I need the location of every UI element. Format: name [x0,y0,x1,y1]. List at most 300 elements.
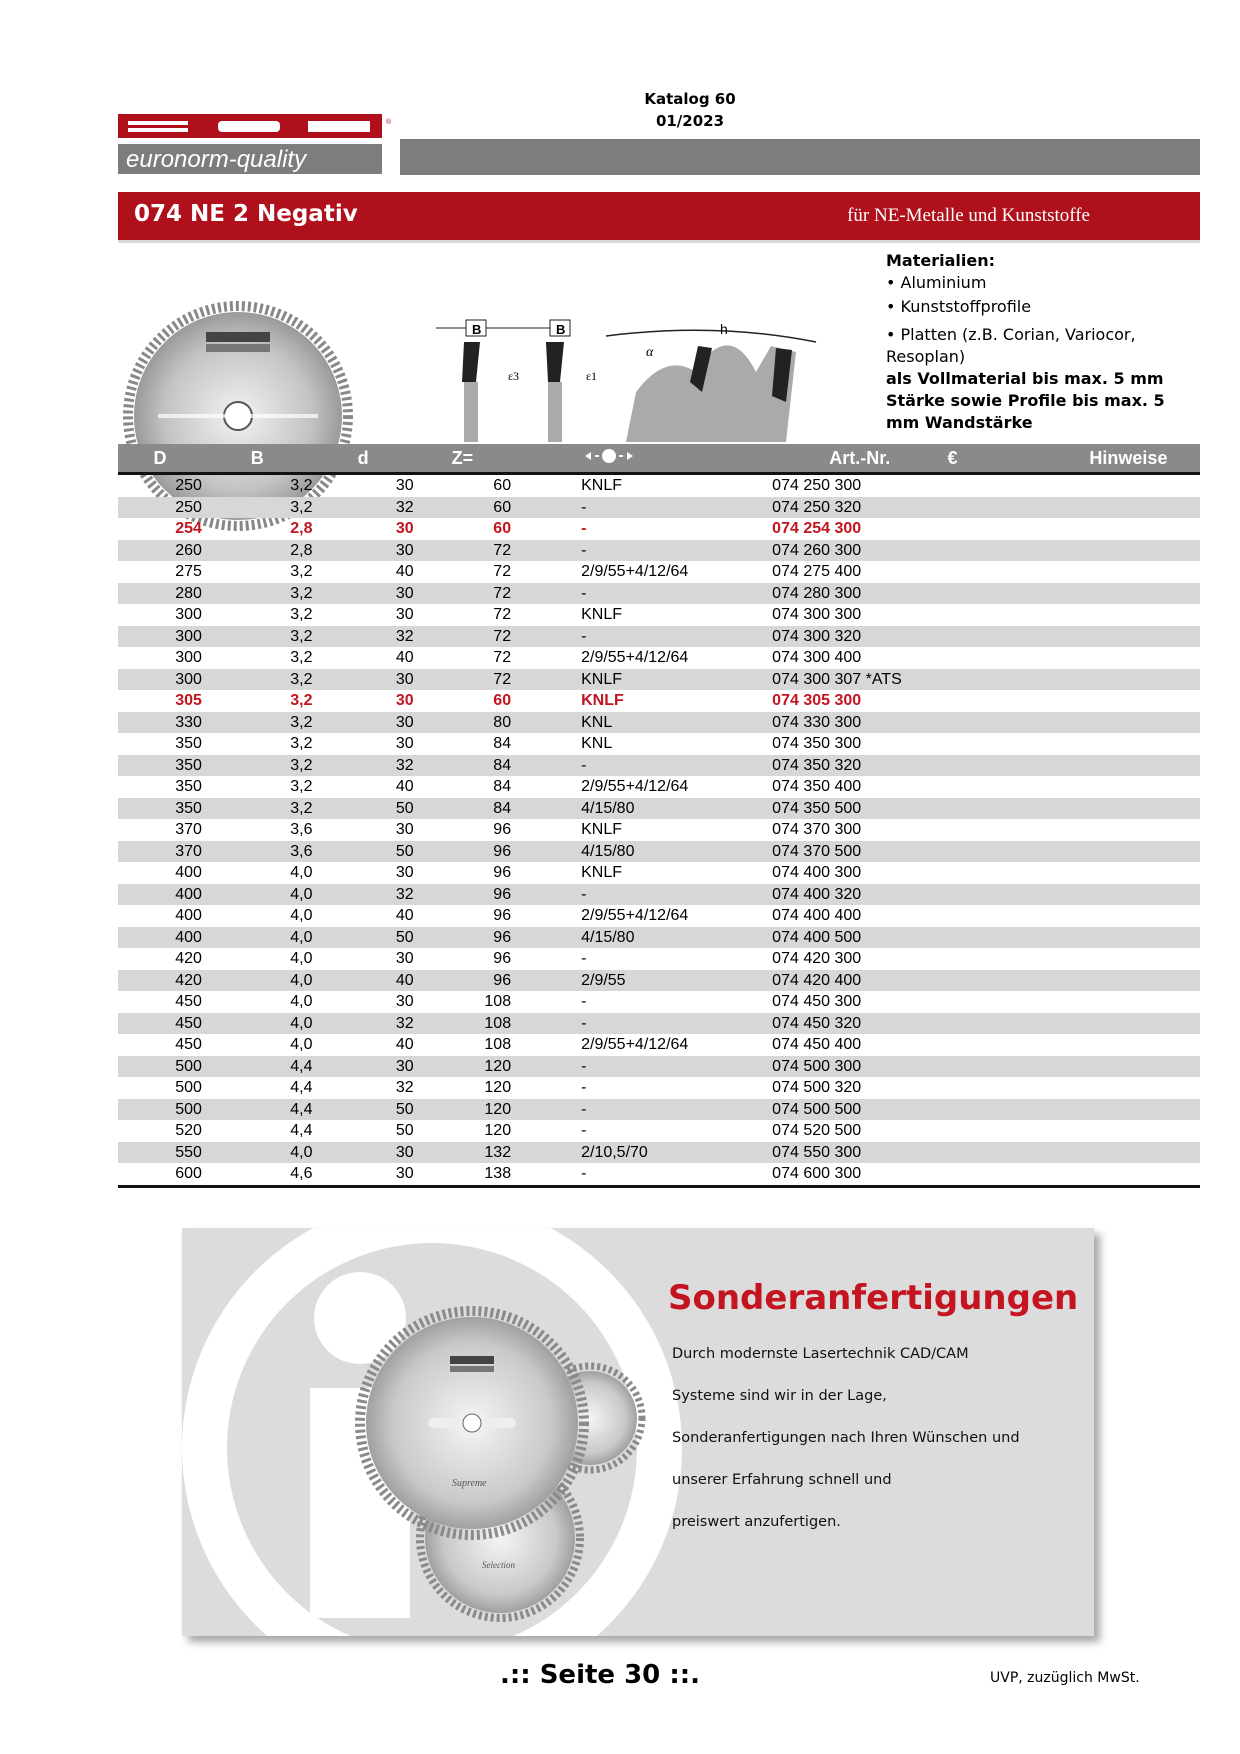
cell-notes [1057,1120,1200,1142]
cell-diameter: 450 [118,1013,202,1035]
cell-art-nr: 074 400 320 [772,884,947,906]
table-row [118,474,1200,497]
cell-teeth: 96 [414,841,511,863]
cell-teeth: 96 [414,927,511,949]
cell-art-nr: 074 350 300 [772,735,862,753]
cell-notes [1057,905,1200,927]
cell-price [947,540,1056,562]
cell-width: 4,0 [202,884,313,906]
cell-art-nr: 074 305 300 [772,692,862,710]
cell-diameter: 305 [175,692,202,710]
table-row [118,905,1200,927]
cell-pinhole: 2/9/55 [511,970,772,992]
cell-bore: 40 [313,970,414,992]
blade-label-selection: Selection [482,1560,515,1570]
cell-pinhole: - [511,1163,772,1186]
cell-pinhole: KNLF [511,669,772,691]
table-row [118,1120,1200,1142]
catalog-date: 01/2023 [655,112,725,130]
cell-price [947,991,1056,1013]
table-row [118,1099,1200,1121]
cell-notes [1057,798,1200,820]
cell-art-nr: 074 370 500 [772,841,947,863]
cell-notes [1057,1142,1200,1164]
table-row [118,798,1200,820]
cell-width: 2,8 [290,520,313,538]
table-row [118,712,1200,734]
table-row [118,583,1200,605]
table-row [118,540,1200,562]
cell-art-nr: 074 370 300 [772,821,862,839]
cell-art-nr: 074 450 320 [772,1013,947,1035]
svg-text:®: ® [386,119,392,126]
cell-notes [1057,540,1200,562]
cell-bore: 32 [313,884,414,906]
cell-teeth: 96 [493,950,512,968]
cell-pinhole: - [511,540,772,562]
cell-width: 3,2 [290,778,313,796]
product-subtitle: für NE-Metalle und Kunststoffe [847,205,1090,226]
cell-pinhole: KNLF [581,692,624,710]
cell-notes [1057,733,1200,755]
cell-bore: 30 [313,1142,414,1164]
cell-price [947,755,1056,777]
cell-notes [1057,690,1200,712]
cell-pinhole: 4/15/80 [511,927,772,949]
cell-diameter: 550 [118,1142,202,1164]
cell-diameter: 300 [118,626,202,648]
table-row [118,1034,1200,1056]
cell-diameter: 400 [118,884,202,906]
label-h: h [720,321,728,337]
cell-pinhole: - [511,1056,772,1078]
cell-diameter: 370 [118,841,202,863]
cell-pinhole: - [581,1122,587,1140]
cell-notes [1057,474,1200,497]
table-row [118,1013,1200,1035]
cell-teeth: 60 [414,497,511,519]
cell-notes [1057,626,1200,648]
cell-teeth: 84 [414,755,511,777]
cell-pinhole: - [581,520,587,538]
cell-width: 3,6 [290,821,313,839]
cell-width: 4,4 [202,1099,313,1121]
cell-width: 3,2 [202,583,313,605]
cell-art-nr: 074 300 300 [772,606,862,624]
table-row [118,862,1200,884]
cell-pinhole: KNLF [581,606,622,624]
cell-teeth: 96 [414,970,511,992]
cell-teeth: 60 [493,477,512,495]
cell-art-nr: 074 300 400 [772,649,862,667]
info-title: Sonderanfertigungen [668,1278,1079,1318]
table-row [118,841,1200,863]
cell-teeth: 96 [493,821,512,839]
cell-notes [1057,1163,1200,1186]
cell-art-nr: 074 500 320 [772,1079,862,1097]
col-header-notes: Hinweise [1057,444,1200,474]
cell-bore: 40 [395,907,414,925]
cell-teeth: 60 [493,692,512,710]
cell-pinhole: - [511,583,772,605]
table-row [118,626,1200,648]
materials-note: als Vollmaterial bis max. 5 mm Stärke sowie Profile bis max. 5 mm Wandstärke [886,369,1165,432]
table-row [118,776,1200,798]
cell-pinhole: KNL [581,735,613,753]
cell-price [947,1013,1056,1035]
cell-art-nr: 074 400 300 [772,864,862,882]
cell-price [947,1142,1056,1164]
cell-teeth: 120 [414,1056,511,1078]
cell-teeth: 96 [493,864,512,882]
cell-diameter: 350 [175,778,202,796]
cell-teeth: 72 [414,669,511,691]
cell-bore: 30 [395,821,414,839]
product-title: 074 NE 2 Negativ [134,201,358,227]
cell-width: 4,0 [290,950,313,968]
cell-width: 3,2 [202,798,313,820]
title-band [118,192,1200,243]
cell-bore: 40 [395,778,414,796]
cell-teeth: 60 [493,520,512,538]
cell-notes [1057,1077,1200,1099]
table-row [118,669,1200,691]
cell-teeth: 96 [493,907,512,925]
cell-teeth: 72 [493,649,512,667]
cell-width: 3,2 [202,669,313,691]
cell-art-nr: 074 300 307 *ATS [772,669,947,691]
cell-bore: 50 [313,798,414,820]
product-table [118,444,1200,1188]
cell-notes [1057,518,1200,540]
cell-diameter: 260 [118,540,202,562]
cell-price [947,561,1056,583]
cell-diameter: 520 [175,1122,202,1140]
cell-diameter: 350 [118,755,202,777]
materials-heading: Materialien: [886,251,995,270]
cell-notes [1057,712,1200,734]
cell-width: 3,2 [202,755,313,777]
cell-notes [1057,948,1200,970]
cell-art-nr: 074 260 300 [772,540,947,562]
cell-teeth: 72 [414,626,511,648]
cell-diameter: 420 [175,950,202,968]
cell-diameter: 254 [175,520,202,538]
cell-art-nr: 074 280 300 [772,583,947,605]
cell-bore: 32 [313,1013,414,1035]
info-box [182,1228,1094,1636]
cell-notes [1057,561,1200,583]
cell-notes [1057,927,1200,949]
cell-bore: 30 [313,669,414,691]
cell-art-nr: 074 420 300 [772,950,862,968]
cell-price [947,1099,1056,1121]
info-text-line: Systeme sind wir in der Lage, [672,1388,887,1404]
label-b1: B [472,322,482,337]
cell-price [947,497,1056,519]
cell-bore: 32 [395,1079,414,1097]
cell-pinhole: KNLF [581,821,622,839]
cell-pinhole: - [511,884,772,906]
cell-width: 4,0 [290,993,313,1011]
cell-notes [1057,647,1200,669]
cell-art-nr: 074 600 300 [772,1163,947,1186]
cell-pinhole: - [581,993,587,1011]
edn-logo [118,114,400,178]
price-note: UVP, zuzüglich MwSt. [990,1670,1140,1686]
cell-width: 4,0 [290,907,313,925]
cell-price [947,733,1056,755]
blade-label-supreme: Supreme [452,1478,487,1489]
header-grey-bar [400,139,1200,175]
cell-price [947,819,1056,841]
cell-width: 3,2 [202,626,313,648]
cell-price [947,474,1056,497]
cell-art-nr: 074 400 500 [772,927,947,949]
table-row [118,1142,1200,1164]
catalog-info [580,88,800,132]
cell-bore: 32 [313,497,414,519]
cell-notes [1057,1099,1200,1121]
cell-diameter: 450 [175,1036,202,1054]
cell-diameter: 350 [118,798,202,820]
page-number: .:: Seite 30 ::. [499,1660,700,1690]
pinhole-icon [581,447,637,465]
label-alpha: α [646,345,654,360]
cell-price [947,1120,1056,1142]
cell-pinhole: 4/15/80 [511,841,772,863]
cell-bore: 30 [395,520,414,538]
cell-pinhole: 4/15/80 [511,798,772,820]
cell-diameter: 500 [118,1056,202,1078]
cell-width: 3,2 [290,692,313,710]
cell-diameter: 275 [175,563,202,581]
cell-bore: 50 [313,927,414,949]
cell-diameter: 300 [175,649,202,667]
cell-pinhole: 2/10,5/70 [511,1142,772,1164]
cell-teeth: 108 [414,1013,511,1035]
cell-width: 4,0 [202,970,313,992]
cell-pinhole: - [511,626,772,648]
cell-art-nr: 074 450 400 [772,1036,862,1054]
cell-notes [1057,1013,1200,1035]
cell-price [947,1056,1056,1078]
cell-pinhole: 2/9/55+4/12/64 [581,778,689,796]
cell-price [947,884,1056,906]
cell-price [947,841,1056,863]
logo-subtext: euronorm-quality [126,146,307,173]
cell-width: 3,2 [290,649,313,667]
cell-diameter: 250 [118,497,202,519]
table-row [118,647,1200,669]
cell-diameter: 500 [118,1099,202,1121]
cell-bore: 50 [313,1099,414,1121]
cell-bore: 30 [395,950,414,968]
cell-notes [1057,991,1200,1013]
cell-notes [1057,776,1200,798]
col-header-price: € [947,444,1056,474]
cell-bore: 30 [313,1056,414,1078]
cell-pinhole: - [581,950,587,968]
cell-teeth: 132 [414,1142,511,1164]
table-row [118,690,1200,712]
cell-diameter: 280 [118,583,202,605]
cell-price [947,647,1056,669]
cell-price [947,776,1056,798]
cell-width: 3,2 [290,606,313,624]
cell-diameter: 330 [118,712,202,734]
material-item: • Platten (z.B. Corian, Variocor, Resoplan) [886,325,1136,366]
cell-notes [1057,604,1200,626]
cell-width: 3,6 [202,841,313,863]
cell-art-nr: 074 500 300 [772,1056,947,1078]
cell-price [947,626,1056,648]
cell-notes [1057,970,1200,992]
materials-block [886,250,1186,434]
cell-bore: 30 [395,993,414,1011]
table-row [118,948,1200,970]
cell-teeth: 120 [414,1099,511,1121]
cell-notes [1057,497,1200,519]
cell-art-nr: 074 350 320 [772,755,947,777]
cell-width: 3,2 [202,712,313,734]
cell-art-nr: 074 254 300 [772,520,862,538]
cell-bore: 30 [313,1163,414,1186]
cell-teeth: 72 [493,606,512,624]
cell-teeth: 120 [484,1079,512,1097]
cell-art-nr: 074 300 320 [772,626,947,648]
cell-price [947,970,1056,992]
cell-width: 4,0 [202,1013,313,1035]
cell-bore: 30 [313,583,414,605]
cell-teeth: 108 [484,1036,512,1054]
table-header-row [118,444,1200,474]
cell-bore: 30 [395,606,414,624]
cell-bore: 50 [395,1122,414,1140]
cell-bore: 40 [395,649,414,667]
table-row [118,991,1200,1013]
cell-teeth: 72 [493,563,512,581]
cell-price [947,690,1056,712]
cell-bore: 30 [395,864,414,882]
info-text-line: preiswert anzufertigen. [672,1514,841,1530]
label-e1: ε1 [586,369,598,383]
cell-width: 3,2 [290,735,313,753]
cell-notes [1057,1056,1200,1078]
cell-diameter: 250 [175,477,202,495]
cell-pinhole: 2/9/55+4/12/64 [581,1036,689,1054]
table-row [118,1056,1200,1078]
label-b2: B [556,322,566,337]
cell-price [947,1163,1056,1186]
cell-price [947,927,1056,949]
table-row [118,819,1200,841]
table-row [118,518,1200,540]
cell-bore: 30 [395,735,414,753]
cell-width: 4,6 [202,1163,313,1186]
cell-price [947,669,1056,691]
cell-price [947,583,1056,605]
cell-bore: 30 [313,540,414,562]
col-header-pinhole [511,444,772,474]
table-row [118,927,1200,949]
table-row [118,497,1200,519]
cell-width: 2,8 [202,540,313,562]
col-header-teeth: Z= [414,444,511,474]
cell-price [947,712,1056,734]
cell-pinhole: - [511,497,772,519]
cell-price [947,798,1056,820]
cell-notes [1057,583,1200,605]
cell-diameter: 400 [175,907,202,925]
cell-price [947,1077,1056,1099]
cell-art-nr: 074 500 500 [772,1099,947,1121]
cell-art-nr: 074 450 300 [772,993,862,1011]
cell-price [947,862,1056,884]
cell-pinhole: - [511,1013,772,1035]
cell-notes [1057,862,1200,884]
cell-bore: 40 [395,563,414,581]
cell-teeth: 84 [414,798,511,820]
cell-art-nr: 074 420 400 [772,970,947,992]
cell-teeth: 96 [414,884,511,906]
cell-pinhole: 2/9/55+4/12/64 [581,907,689,925]
tooth-geometry-diagram [436,312,836,442]
cell-pinhole: KNLF [581,477,622,495]
cell-notes [1057,1034,1200,1056]
cell-bore: 30 [395,477,414,495]
info-text-line: unserer Erfahrung schnell und [672,1472,892,1488]
info-text-line: Durch modernste Lasertechnik CAD/CAM [672,1346,969,1362]
table-row [118,970,1200,992]
cell-width: 4,0 [290,1036,313,1054]
cell-bore: 32 [313,626,414,648]
cell-price [947,1034,1056,1056]
cell-diameter: 500 [175,1079,202,1097]
cell-teeth: 84 [493,778,512,796]
cell-art-nr: 074 250 300 [772,477,862,495]
cell-price [947,604,1056,626]
cell-pinhole: KNLF [581,864,622,882]
info-text-line: Sonderanfertigungen nach Ihren Wünschen und [672,1430,1020,1446]
cell-bore: 32 [313,755,414,777]
cell-teeth: 138 [414,1163,511,1186]
cell-art-nr: 074 350 500 [772,798,947,820]
cell-price [947,905,1056,927]
cell-price [947,948,1056,970]
table-row [118,755,1200,777]
cell-teeth: 72 [414,540,511,562]
cell-diameter: 370 [175,821,202,839]
cell-bore: 30 [313,712,414,734]
cell-pinhole: - [581,1079,587,1097]
cell-diameter: 300 [118,669,202,691]
cell-art-nr: 074 330 300 [772,712,947,734]
cell-art-nr: 074 275 400 [772,563,862,581]
cell-width: 4,0 [202,927,313,949]
cell-width: 4,4 [290,1122,313,1140]
cell-pinhole: 2/9/55+4/12/64 [581,563,689,581]
cell-width: 4,4 [202,1056,313,1078]
table-row [118,884,1200,906]
label-e3: ε3 [508,369,520,383]
cell-width: 4,0 [290,864,313,882]
cell-diameter: 600 [118,1163,202,1186]
col-header-b: B [202,444,313,474]
material-item: • Aluminium [886,273,987,292]
col-header-art-nr: Art.-Nr. [772,444,947,474]
cell-teeth: 108 [484,993,512,1011]
